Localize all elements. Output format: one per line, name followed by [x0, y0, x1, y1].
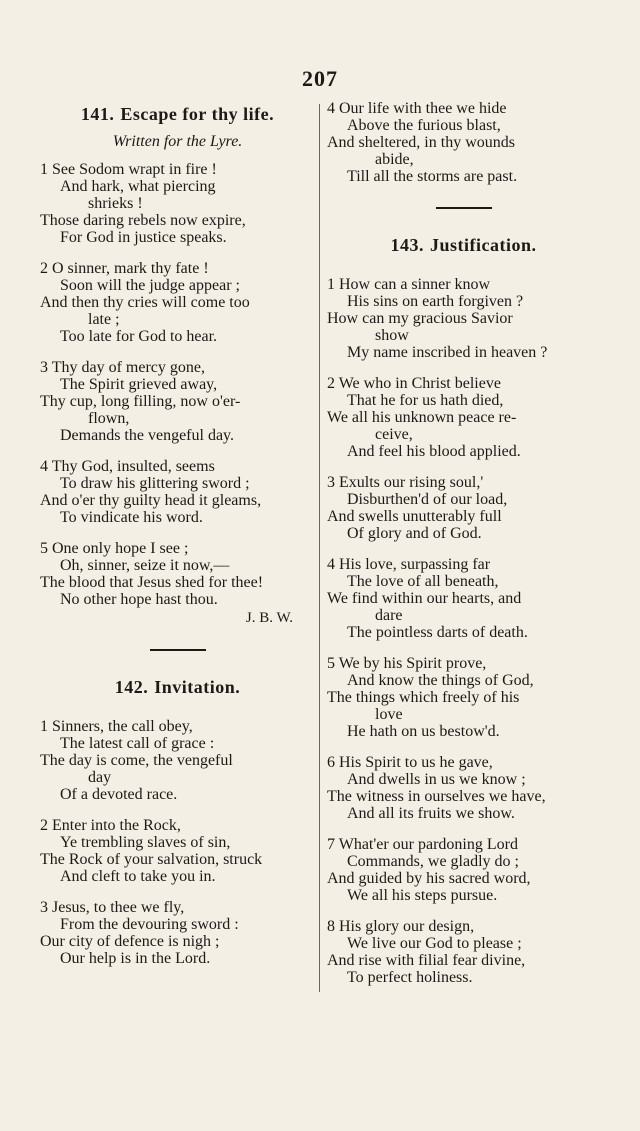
column-divider — [319, 104, 320, 992]
stanza-line: To perfect holiness. — [347, 969, 473, 986]
stanza-line: The things which freely of his — [327, 689, 520, 706]
hymn-141-subtitle: Written for the Lyre. — [112, 133, 243, 150]
stanza-line: Of a devoted race. — [60, 786, 178, 803]
stanza-line: show — [375, 327, 409, 344]
hymn-143-stanza-3 — [327, 474, 600, 542]
stanza-line: flown, — [88, 410, 130, 427]
left-column — [40, 100, 315, 981]
stanza-line: Ye trembling slaves of sin, — [60, 834, 231, 851]
hymn-143-stanza-1 — [327, 276, 600, 361]
hymn-143-stanza-4 — [327, 556, 600, 641]
stanza-line: Till all the storms are past. — [347, 168, 518, 185]
stanza-line: He hath on us bestow'd. — [347, 723, 500, 740]
stanza-line: The Rock of your salvation, struck — [40, 851, 263, 868]
stanza-line: 1 How can a sinner know — [327, 276, 491, 293]
hymn-141-stanza-6 — [327, 100, 600, 185]
stanza-line: Too late for God to hear. — [60, 328, 218, 345]
stanza-line: Soon will the judge appear ; — [60, 277, 240, 294]
stanza-line: 4 His love, surpassing far — [327, 556, 491, 573]
hymn-141-title-text: Escape for thy life. — [120, 104, 275, 124]
hymn-143-stanza-6 — [327, 754, 600, 822]
stanza-line: Of glory and of God. — [347, 525, 482, 542]
stanza-line: 3 Jesus, to thee we fly, — [40, 899, 185, 916]
stanza-line: abide, — [375, 151, 414, 168]
stanza-line: And o'er thy guilty head it gleams, — [40, 492, 262, 509]
hymn-143-number: 143. — [390, 235, 424, 255]
hymn-143-stanza-2 — [327, 375, 600, 460]
stanza-line: That he for us hath died, — [347, 392, 504, 409]
section-rule — [436, 207, 492, 209]
stanza-line: How can my gracious Savior — [327, 310, 513, 327]
hymn-143-stanza-8 — [327, 918, 600, 986]
hymn-141-stanza-1 — [40, 161, 315, 246]
stanza-line: And swells unutterably full — [327, 508, 502, 525]
stanza-line: 5 One only hope I see ; — [40, 540, 189, 557]
spacer — [327, 264, 600, 276]
stanza-line: ceive, — [375, 426, 413, 443]
stanza-line: shrieks ! — [88, 195, 143, 212]
stanza-line: 1 See Sodom wrapt in fire ! — [40, 161, 217, 178]
stanza-line: Those daring rebels now expire, — [40, 212, 246, 229]
hymn-143-title — [327, 235, 600, 256]
stanza-line: From the devouring sword : — [60, 916, 239, 933]
hymn-141-stanza-5 — [40, 540, 315, 608]
stanza-line: Our city of defence is nigh ; — [40, 933, 220, 950]
stanza-line: The latest call of grace : — [60, 735, 215, 752]
stanza-line: And feel his blood applied. — [347, 443, 521, 460]
stanza-line: And hark, what piercing — [60, 178, 216, 195]
stanza-line: 4 Thy God, insulted, seems — [40, 458, 215, 475]
stanza-line: 1 Sinners, the call obey, — [40, 718, 193, 735]
stanza-line: Oh, sinner, seize it now,— — [60, 557, 230, 574]
stanza-line: And sheltered, in thy wounds — [327, 134, 515, 151]
hymn-141-stanza-3 — [40, 359, 315, 444]
stanza-line: And then thy cries will come too — [40, 294, 250, 311]
stanza-line: 2 O sinner, mark thy fate ! — [40, 260, 209, 277]
hymn-142-title — [40, 677, 315, 698]
hymn-143-stanza-7 — [327, 836, 600, 904]
stanza-line: The love of all beneath, — [347, 573, 499, 590]
hymn-142-stanza-1 — [40, 718, 315, 803]
stanza-line: 6 His Spirit to us he gave, — [327, 754, 493, 771]
stanza-line: To vindicate his word. — [60, 509, 203, 526]
stanza-line: day — [88, 769, 112, 786]
stanza-line: And all its fruits we show. — [347, 805, 515, 822]
stanza-line: And know the things of God, — [347, 672, 534, 689]
stanza-line: 3 Exults our rising soul,' — [327, 474, 484, 491]
stanza-line: The blood that Jesus shed for thee! — [40, 574, 264, 591]
stanza-line: Above the furious blast, — [347, 117, 501, 134]
stanza-line: love — [375, 706, 403, 723]
stanza-line: The pointless darts of death. — [347, 624, 528, 641]
stanza-line: 2 We who in Christ believe — [327, 375, 501, 392]
hymn-141-title — [40, 104, 315, 125]
stanza-line: 4 Our life with thee we hide — [327, 100, 507, 117]
stanza-line: And cleft to take you in. — [60, 868, 216, 885]
hymn-141-stanza-4 — [40, 458, 315, 526]
stanza-line: We live our God to please ; — [347, 935, 522, 952]
stanza-line: 5 We by his Spirit prove, — [327, 655, 487, 672]
stanza-line: 7 What'er our pardoning Lord — [327, 836, 518, 853]
stanza-line: No other hope hast thou. — [60, 591, 218, 608]
spacer — [40, 706, 315, 718]
stanza-line: The Spirit grieved away, — [60, 376, 218, 393]
stanza-line: And dwells in us we know ; — [347, 771, 526, 788]
hymn-142-title-text: Invitation. — [154, 677, 241, 697]
stanza-line: Commands, we gladly do ; — [347, 853, 519, 870]
stanza-line: For God in justice speaks. — [60, 229, 227, 246]
stanza-line: 2 Enter into the Rock, — [40, 817, 181, 834]
stanza-line: And rise with filial fear divine, — [327, 952, 526, 969]
stanza-line: His sins on earth forgiven ? — [347, 293, 524, 310]
stanza-line: And guided by his sacred word, — [327, 870, 531, 887]
hymn-142-stanza-2 — [40, 817, 315, 885]
stanza-line: My name inscribed in heaven ? — [347, 344, 548, 361]
stanza-line: We find within our hearts, and — [327, 590, 522, 607]
stanza-line: Our help is in the Lord. — [60, 950, 211, 967]
hymn-141-number: 141. — [80, 104, 115, 124]
stanza-line: To draw his glittering sword ; — [60, 475, 250, 492]
right-column — [327, 100, 600, 1000]
hymn-141-stanza-2 — [40, 260, 315, 345]
stanza-line: The day is come, the vengeful — [40, 752, 233, 769]
stanza-line: We all his steps pursue. — [347, 887, 498, 904]
stanza-line: late ; — [88, 311, 120, 328]
stanza-line: Demands the vengeful day. — [60, 427, 235, 444]
hymn-142-number: 142. — [114, 677, 149, 697]
page-number: 207 — [302, 66, 338, 91]
hymn-143-stanza-5 — [327, 655, 600, 740]
stanza-line: The witness in ourselves we have, — [327, 788, 546, 805]
stanza-line: Thy cup, long filling, now o'er- — [40, 393, 241, 410]
hymn-142-stanza-3 — [40, 899, 315, 967]
hymn-143-title-text: Justification. — [429, 235, 537, 255]
hymn-141-author: J. B. W. — [245, 610, 293, 626]
stanza-line: 8 His glory our design, — [327, 918, 475, 935]
stanza-line: Disburthen'd of our load, — [347, 491, 508, 508]
stanza-line: 3 Thy day of mercy gone, — [40, 359, 205, 376]
stanza-line: We all his unknown peace re- — [327, 409, 517, 426]
section-rule — [150, 649, 206, 651]
stanza-line: dare — [375, 607, 403, 624]
